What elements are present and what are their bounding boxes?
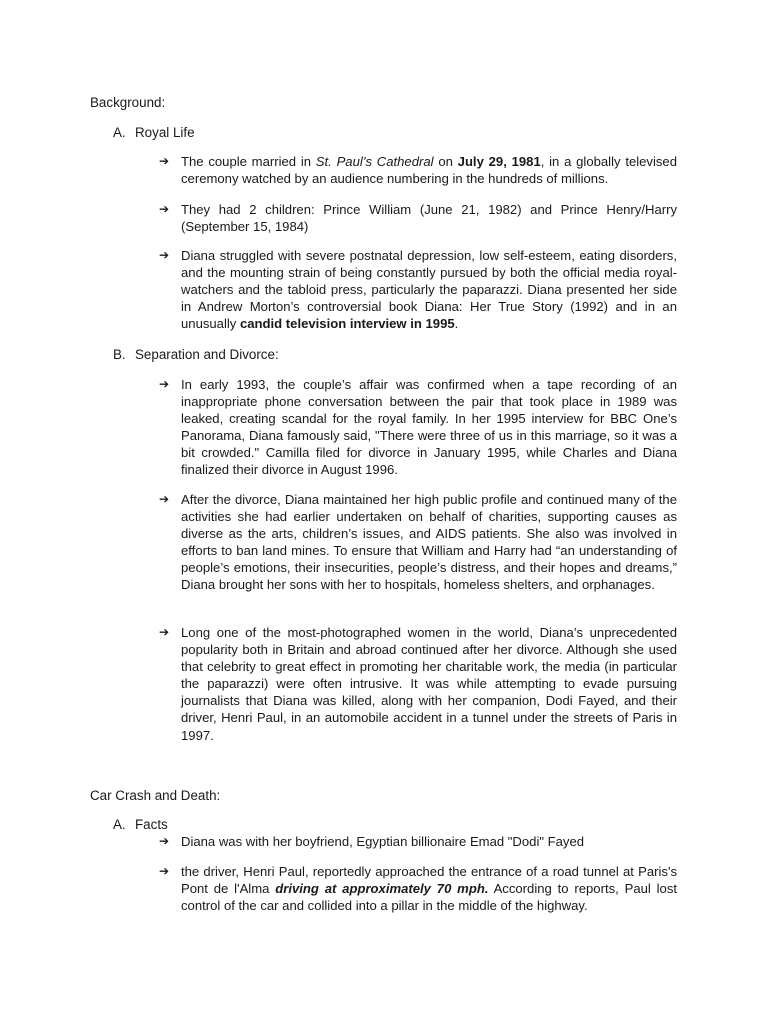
subheading-label: Facts [135, 817, 168, 832]
bullet-separation-3 [159, 624, 677, 744]
arrow-bullet-icon: ➔ [159, 202, 170, 216]
subheading-separation-divorce [113, 346, 279, 363]
bullet-facts-1 [159, 833, 677, 850]
arrow-bullet-icon: ➔ [159, 248, 170, 262]
subheading-label: Royal Life [135, 125, 195, 140]
subheading-letter: A. [113, 125, 126, 140]
bullet-royal-life-3 [159, 247, 677, 332]
bullet-separation-1 [159, 376, 677, 479]
subheading-letter: B. [113, 347, 126, 362]
section-title-background: Background: [90, 95, 166, 110]
bullet-royal-life-1 [159, 153, 677, 187]
subheading-label: Separation and Divorce: [135, 347, 279, 362]
section-title-car-crash: Car Crash and Death: [90, 788, 221, 803]
bullet-text: They had 2 children: Prince William (June 21, 1982) and Prince Henry/Harry (September 15, 1984) [181, 202, 677, 235]
subheading-facts [113, 816, 168, 833]
arrow-bullet-icon: ➔ [159, 864, 170, 878]
bullet-text: Diana was with her boyfriend, Egyptian billionaire Emad "Dodi" Fayed [181, 834, 585, 849]
arrow-bullet-icon: ➔ [159, 377, 170, 391]
bullet-text: After the divorce, Diana maintained her high public profile and continued many of the activities she had earlier undertaken on behalf of charities, supporting causes as diverse as the arts, children’s issues, and AIDS patients. She also was involved in efforts to ban land mines. To ensure that William and Harry had “an understanding of people’s emotions, their insecurities, people’s distress, and their hopes and dreams,” Diana brought her sons with her to hospitals, homeless shelters, and orphanages. [181, 492, 677, 593]
arrow-bullet-icon: ➔ [159, 154, 170, 168]
arrow-bullet-icon: ➔ [159, 834, 170, 848]
arrow-bullet-icon: ➔ [159, 625, 170, 639]
subheading-letter: A. [113, 817, 126, 832]
bullet-text: the driver, Henri Paul, reportedly approached the entrance of a road tunnel at Paris's Pont de l'Alma driving at approximately 70 mph. According to reports, Paul lost control of the car and collided into a pillar in the middle of the highway. [181, 864, 678, 914]
bullet-text: Long one of the most-photographed women in the world, Diana’s unprecedented popularity both in Britain and abroad continued after her divorce. Although she used that celebrity to great effect in promoting her charitable work, the media (in particular the paparazzi) were often intrusive. It was while attempting to evade pursuing journalists that Diana was killed, along with her companion, Dodi Fayed, and their driver, Henri Paul, in an automobile accident in a tunnel under the streets of Paris in 1997. [181, 625, 677, 743]
bullet-facts-2 [159, 863, 677, 914]
bullet-separation-2 [159, 491, 677, 594]
bullet-text: The couple married in St. Paul’s Cathedral on July 29, 1981, in a globally televised ceremony watched by an audience numbering in the hundreds of millions. [181, 154, 677, 187]
bullet-royal-life-2 [159, 201, 677, 235]
subheading-royal-life [113, 124, 195, 141]
bullet-text: Diana struggled with severe postnatal depression, low self-esteem, eating disorders, and the mounting strain of being constantly pursued by both the official media royal-watchers and the tabloid press, particularly the paparazzi. Diana presented her side in Andrew Morton’s controversial book Diana: Her True Story (1992) and in an unusually candid television interview in 1995. [181, 248, 677, 332]
bullet-text: In early 1993, the couple’s affair was confirmed when a tape recording of an inappropriate phone conversation between the pair that took place in 1989 was leaked, creating scandal for the royal family. In her 1995 interview for BBC One’s Panorama, Diana famously said, "There were three of us in this marriage, so it was a bit crowded." Camilla filed for divorce in January 1995, while Charles and Diana finalized their divorce in August 1996. [181, 377, 677, 478]
arrow-bullet-icon: ➔ [159, 492, 170, 506]
